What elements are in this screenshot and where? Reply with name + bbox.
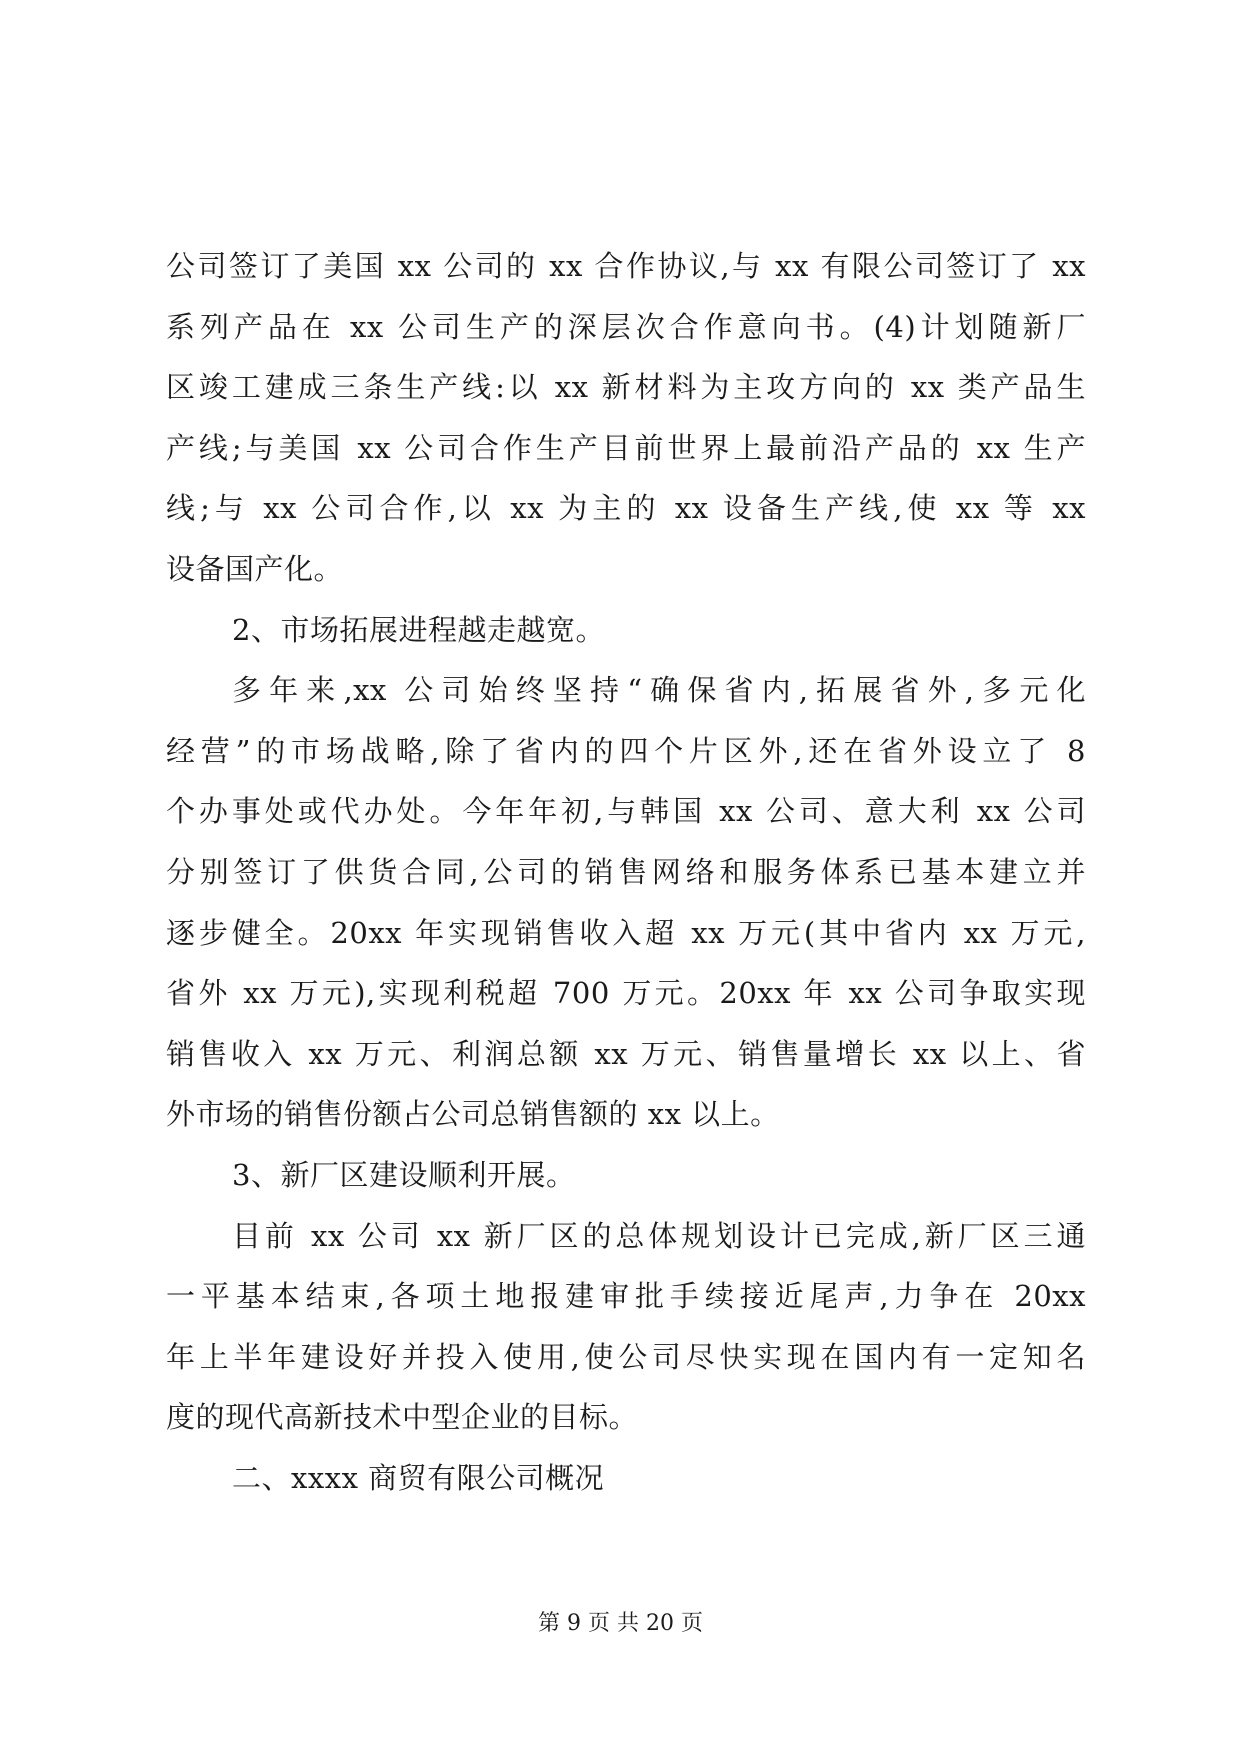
- section-heading: 3、新厂区建设顺利开展。: [232, 1157, 576, 1192]
- text-line: 公司签订了美国 xx 公司的 xx 合作协议,与 xx 有限公司签订了 xx: [166, 249, 1086, 283]
- text-line: 省外 xx 万元),实现利税超 700 万元。20xx 年 xx 公司争取实现: [166, 976, 1086, 1011]
- text-line: 系列产品在 xx 公司生产的深层次合作意向书。(4)计划随新厂: [166, 309, 1086, 344]
- text-line: 多年来,xx 公司始终坚持“确保省内,拓展省外,多元化: [232, 673, 1086, 708]
- body-text: [166, 236, 1086, 1508]
- section-heading: 2、市场拓展进程越走越宽。: [232, 612, 605, 647]
- text-line: 逐步健全。20xx 年实现销售收入超 xx 万元(其中省内 xx 万元,: [166, 915, 1086, 950]
- page-number-footer: 第 9 页 共 20 页: [538, 1611, 703, 1636]
- text-line: 经营”的市场战略,除了省内的四个片区外,还在省外设立了 8: [166, 733, 1086, 768]
- text-line: 度的现代高新技术中型企业的目标。: [166, 1400, 639, 1435]
- text-line: 个办事处或代办处。今年年初,与韩国 xx 公司、意大利 xx 公司: [166, 794, 1086, 829]
- text-line: 产线;与美国 xx 公司合作生产目前世界上最前沿产品的 xx 生产: [166, 430, 1086, 465]
- text-line: 外市场的销售份额占公司总销售额的 xx 以上。: [166, 1097, 780, 1132]
- text-line: 分别签订了供货合同,公司的销售网络和服务体系已基本建立并: [166, 854, 1086, 889]
- text-line: 设备国产化。: [166, 551, 344, 586]
- section-heading: 二、xxxx 商贸有限公司概况: [232, 1460, 605, 1495]
- text-line: 一平基本结束,各项土地报建审批手续接近尾声,力争在 20xx: [166, 1279, 1086, 1314]
- text-line: 销售收入 xx 万元、利润总额 xx 万元、销售量增长 xx 以上、省: [166, 1036, 1086, 1071]
- text-line: 区竣工建成三条生产线:以 xx 新材料为主攻方向的 xx 类产品生: [166, 370, 1086, 405]
- text-line: 年上半年建设好并投入使用,使公司尽快实现在国内有一定知名: [166, 1339, 1086, 1374]
- text-line: 线;与 xx 公司合作,以 xx 为主的 xx 设备生产线,使 xx 等 xx: [166, 491, 1086, 526]
- text-line: 目前 xx 公司 xx 新厂区的总体规划设计已完成,新厂区三通: [232, 1218, 1086, 1253]
